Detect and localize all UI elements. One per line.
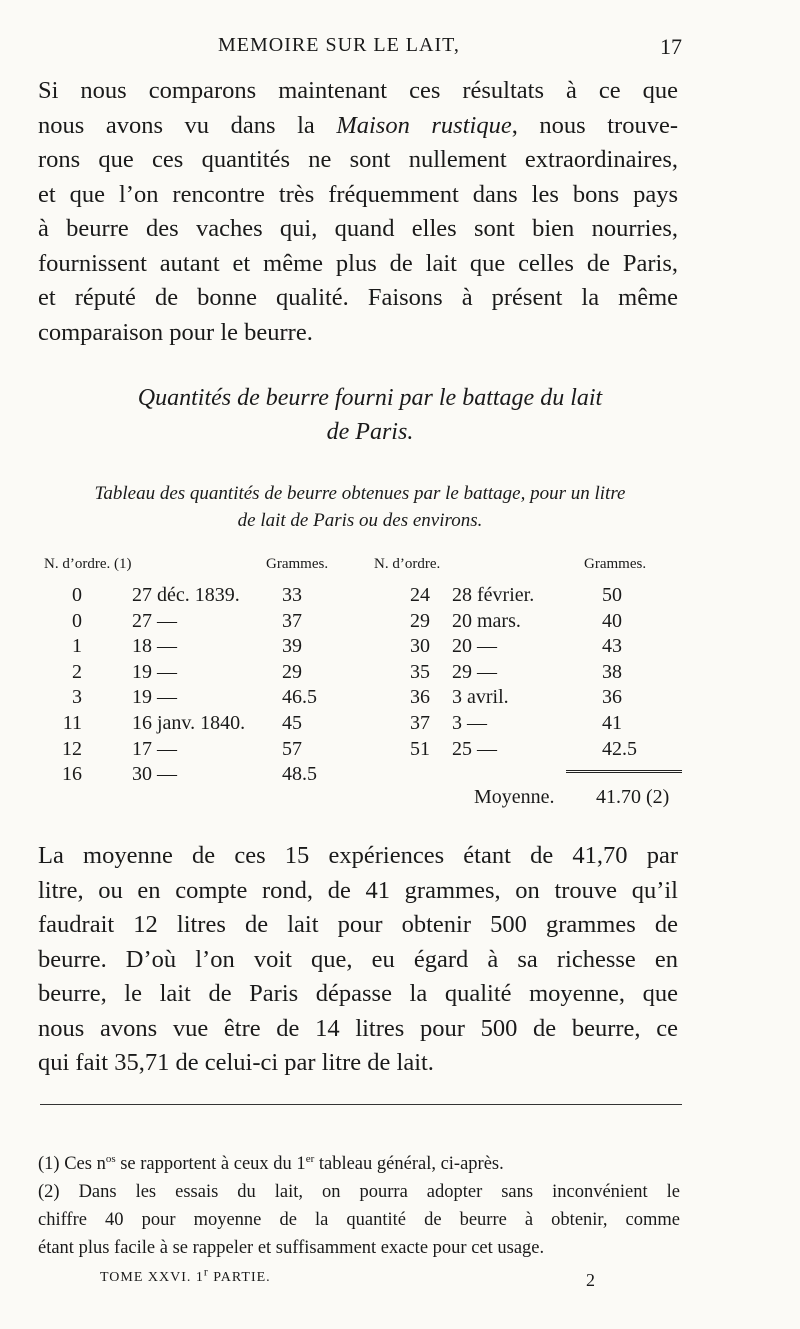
date-cell: 20 mars. xyxy=(452,609,521,632)
section-title-line: de Paris. xyxy=(326,419,414,445)
footnote-rule xyxy=(40,1104,682,1105)
order-number: 1 xyxy=(72,635,82,658)
text-line: à beurre des vaches qui, quand elles sont bien nourries, xyxy=(38,215,678,242)
table-row xyxy=(0,635,800,663)
order-number: 29 xyxy=(410,609,430,632)
text-segment: tableau général, ci-après. xyxy=(314,1154,504,1174)
superscript: er xyxy=(305,1152,315,1165)
order-number: 37 xyxy=(410,712,430,734)
text-segment: se rapportent à ceux du 1 xyxy=(115,1154,306,1174)
footnotes xyxy=(38,1150,680,1262)
grams-cell: 41 xyxy=(602,712,622,734)
text-line: beurre, le lait de Paris dépasse la qualité moyenne, que xyxy=(38,980,678,1007)
date-cell: 19 — xyxy=(132,660,177,683)
running-title: MEMOIRE SUR LE LAIT, xyxy=(218,34,460,56)
grams-cell: 33 xyxy=(282,584,302,606)
grams-cell: 37 xyxy=(282,609,302,632)
signature-line xyxy=(100,1265,700,1294)
date-cell: 29 — xyxy=(452,660,497,683)
table-row xyxy=(0,686,800,714)
grams-cell: 39 xyxy=(282,635,302,658)
grams-cell: 29 xyxy=(282,660,302,683)
table-caption xyxy=(30,480,690,534)
order-number: 11 xyxy=(62,712,82,734)
header-order-left: N. d’ordre. (1) xyxy=(44,556,132,572)
grams-cell: 48.5 xyxy=(282,763,317,786)
text-line: faudrait 12 litres de lait pour obtenir 500 grammes de xyxy=(38,911,678,938)
table-row xyxy=(0,712,800,740)
text-segment: Ces n xyxy=(64,1154,106,1174)
text-line: comparaison pour le beurre. xyxy=(38,318,313,346)
date-cell: 3 avril. xyxy=(452,686,509,709)
text-segment: PARTIE. xyxy=(208,1270,271,1285)
header-grams-right: Grammes. xyxy=(584,556,647,572)
page-number: 17 xyxy=(660,34,682,59)
footnote-2-line: (2) Dans les essais du lait, on pourra adopter sans inconvénient le xyxy=(38,1182,680,1202)
table-row xyxy=(0,584,800,612)
paragraph-conclusion xyxy=(38,839,678,1081)
text-line: qui fait 35,71 de celui-ci par litre de lait. xyxy=(38,1049,434,1076)
superscript: os xyxy=(105,1152,116,1165)
sum-rule xyxy=(566,770,682,773)
text-segment: , nous trouve- xyxy=(511,111,678,139)
text-segment: nous avons vu dans la xyxy=(38,111,337,139)
text-line: et que l’on rencontre très fréquemment dans les bons pays xyxy=(38,180,678,208)
grams-cell: 57 xyxy=(282,737,302,760)
table-row xyxy=(0,763,800,791)
order-number: 12 xyxy=(62,737,82,760)
volume-mark xyxy=(100,1265,271,1286)
grams-cell: 45 xyxy=(282,712,302,734)
sheet-signature: 2 xyxy=(586,1270,596,1290)
footnote-1 xyxy=(38,1150,680,1178)
order-number: 0 xyxy=(72,584,82,606)
order-number: 51 xyxy=(410,737,430,760)
footnote-2-line: étant plus facile à se rappeler et suffisamment exacte pour cet usage. xyxy=(38,1238,545,1258)
text-line xyxy=(38,109,678,144)
header-order-right: N. d’ordre. xyxy=(374,556,441,572)
header-grams-left: Grammes. xyxy=(266,556,329,572)
table-row xyxy=(0,610,800,638)
text-line: La moyenne de ces 15 expériences étant de 41,70 par xyxy=(38,842,678,869)
date-cell: 17 — xyxy=(132,737,177,760)
date-cell: 27 déc. 1839. xyxy=(132,584,240,606)
date-cell: 20 — xyxy=(452,635,497,658)
paragraph-intro xyxy=(38,74,678,350)
butter-table xyxy=(0,556,800,816)
table-row xyxy=(0,661,800,689)
date-cell: 30 — xyxy=(132,763,177,786)
order-number: 2 xyxy=(72,660,82,683)
grams-cell: 40 xyxy=(602,609,622,632)
order-number: 16 xyxy=(62,763,82,786)
text-line: rons que ces quantités ne sont nullement extraordinaires, xyxy=(38,146,678,173)
grams-cell: 50 xyxy=(602,584,622,606)
text-line: litre, ou en compte rond, de 41 grammes, on trouve qu’il xyxy=(38,876,678,904)
order-number: 24 xyxy=(410,584,430,606)
text-segment: TOME XXVI. 1 xyxy=(100,1270,204,1285)
text-line: nous avons vue être de 14 litres pour 500 de beurre, ce xyxy=(38,1014,678,1042)
date-cell: 16 janv. 1840. xyxy=(132,712,246,734)
date-cell: 25 — xyxy=(452,737,497,760)
section-title xyxy=(60,381,680,449)
grams-cell: 46.5 xyxy=(282,686,317,709)
order-number: 36 xyxy=(410,686,430,709)
running-head xyxy=(0,34,800,62)
grams-cell: 38 xyxy=(602,660,622,683)
caption-line: de lait de Paris ou des environs. xyxy=(237,510,483,531)
table-row xyxy=(0,738,800,766)
date-cell: 18 — xyxy=(132,635,177,658)
order-number: 3 xyxy=(72,686,82,709)
grams-cell: 36 xyxy=(602,686,622,709)
order-number: 0 xyxy=(72,609,82,632)
text-line: fournissent autant et même plus de lait que celles de Paris, xyxy=(38,249,678,277)
grams-cell: 43 xyxy=(602,635,622,658)
average-value: 41.70 (2) xyxy=(596,786,670,808)
text-line: et réputé de bonne qualité. Faisons à présent la même xyxy=(38,284,678,311)
text-line: beurre. D’où l’on voit que, eu égard à sa richesse en xyxy=(38,945,678,973)
date-cell: 3 — xyxy=(452,712,487,734)
footnote-2-line: chiffre 40 pour moyenne de la quantité de beurre à obtenir, comme xyxy=(38,1210,680,1230)
grams-cell: 42.5 xyxy=(602,737,637,760)
date-cell: 19 — xyxy=(132,686,177,709)
order-number: 35 xyxy=(410,660,430,683)
date-cell: 28 février. xyxy=(452,584,535,606)
average-label: Moyenne. xyxy=(474,786,555,808)
date-cell: 27 — xyxy=(132,609,177,632)
caption-line: Tableau des quantités de beurre obtenues par le battage, pour un litre xyxy=(94,483,626,504)
order-number: 30 xyxy=(410,635,430,658)
text-line: Si nous comparons maintenant ces résultats à ce que xyxy=(38,77,678,104)
footnote-mark: (1) xyxy=(38,1154,60,1174)
superscript: r xyxy=(203,1265,209,1279)
section-title-line: Quantités de beurre fourni par le battage du lait xyxy=(137,385,603,411)
italic-title: Maison rustique xyxy=(336,111,512,139)
